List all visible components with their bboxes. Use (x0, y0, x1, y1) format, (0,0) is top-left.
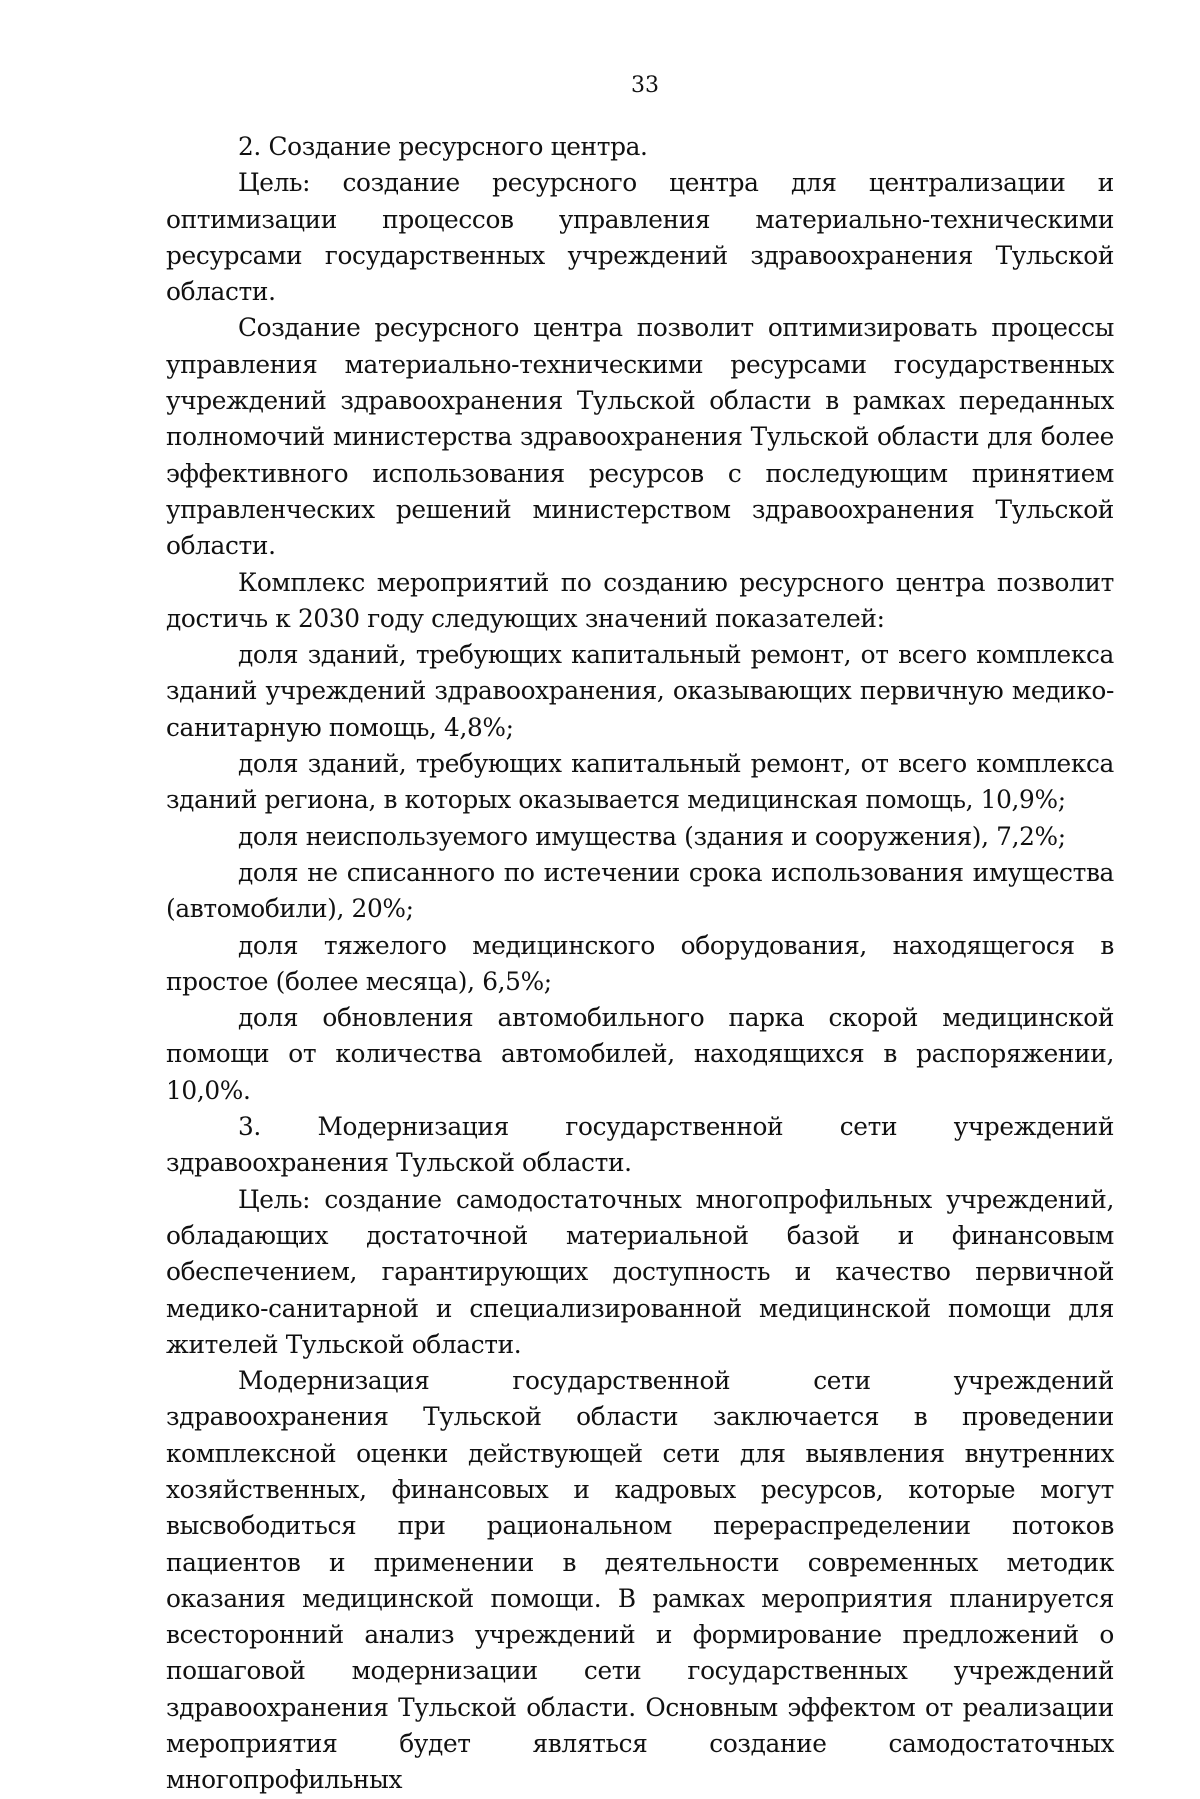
indicator-item: доля зданий, требующих капитальный ремонт, от всего комплекса зданий региона, в которых оказывается медицинская помощь, 10,9%; (166, 749, 1114, 815)
section-3-heading: 3. Модернизация государственной сети учреждений здравоохранения Тульской области. (166, 1112, 1114, 1178)
indicator-item: доля не списанного по истечении срока использования имущества (автомобили), 20%; (166, 857, 1114, 924)
indicator-item: доля тяжелого медицинского оборудования, находящегося в простое (более месяца), 6,5%; (166, 930, 1114, 996)
section-2-goal: Цель: создание ресурсного центра для централизации и оптимизации процессов управления материально-техническими ресурсами государственных учреждений здравоохранения Тульской области. (166, 168, 1114, 307)
document-body (166, 129, 1114, 1799)
indicator-item: доля зданий, требующих капитальный ремонт, от всего комплекса зданий учреждений здравоохранения, оказывающих первичную медико-санитарную помощь, 4,8%; (166, 640, 1114, 742)
indicator-item: доля неиспользуемого имущества (здания и сооружения), 7,2%; (238, 821, 1066, 851)
section-3-description: Модернизация государственной сети учреждений здравоохранения Тульской области заключается в проведении комплексной оценки действующей сети для выявления внутренних хозяйственных, финансовых и кадровых ресурсов, которые могут высвободиться при рациональном перераспределении потоков пациентов и применении в деятельности современных методик оказания медицинской помощи. В рамках мероприятия планируется всесторонний анализ учреждений и формирование предложений о пошаговой модернизации сети государственных учреждений здравоохранения Тульской области. Основным эффектом от реализации мероприятия будет являться создание самодостаточных многопрофильных (166, 1366, 1114, 1795)
section-2-description: Создание ресурсного центра позволит оптимизировать процессы управления материально-техническими ресурсами государственных учреждений здравоохранения Тульской области в рамках переданных полномочий министерства здравоохранения Тульской области для более эффективного использования ресурсов с последующим принятием управленческих решений министерством здравоохранения Тульской области. (166, 313, 1114, 561)
section-3-goal: Цель: создание самодостаточных многопрофильных учреждений, обладающих достаточной материальной базой и финансовым обеспечением, гарантирующих доступность и качество первичной медико-санитарной и специализированной медицинской помощи для жителей Тульской области. (166, 1184, 1114, 1359)
section-2-heading: 2. Создание ресурсного центра. (238, 132, 648, 161)
page-number: 33 (631, 73, 659, 98)
section-2-indicators-intro: Комплекс мероприятий по созданию ресурсного центра позволит достичь к 2030 году следующих значений показателей: (166, 567, 1114, 633)
indicator-item: доля обновления автомобильного парка скорой медицинской помощи от количества автомобилей, находящихся в распоряжении, 10,0%. (166, 1003, 1114, 1105)
